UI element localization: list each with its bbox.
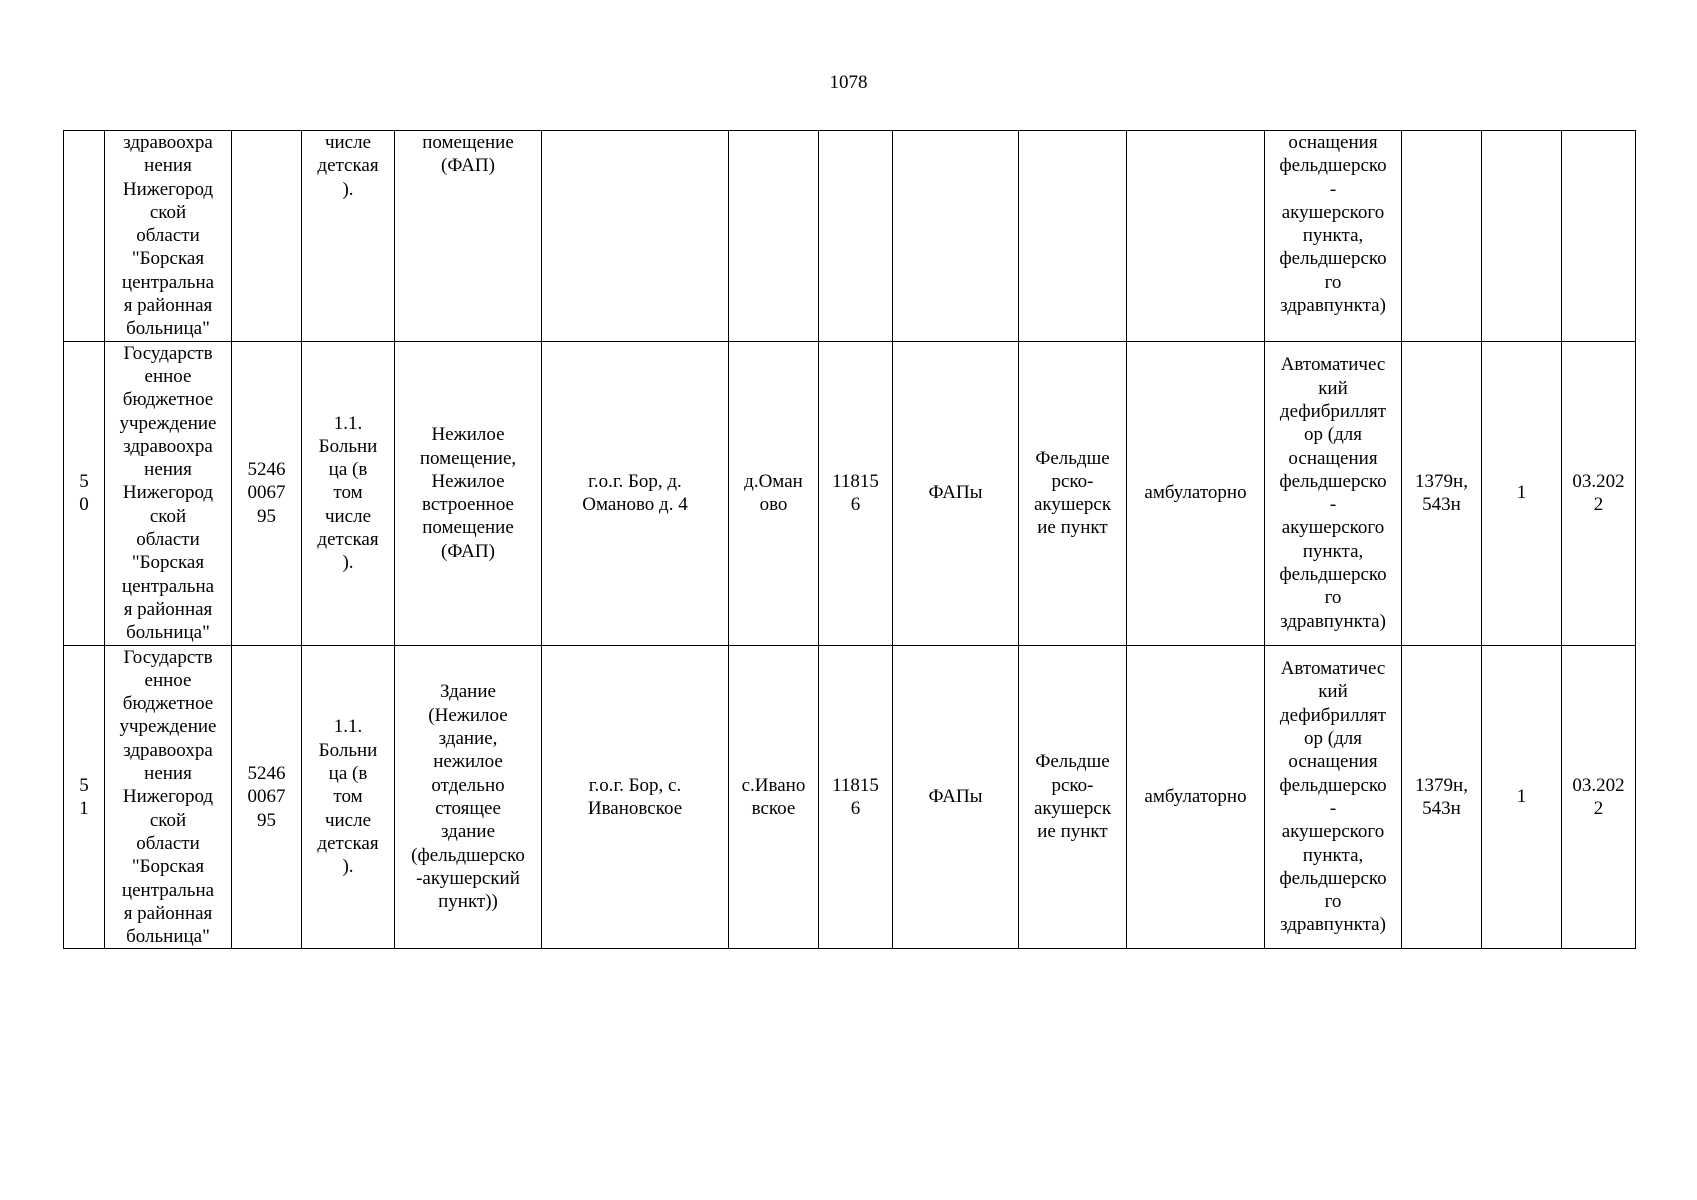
cell-unit-name: Фельдше рско- акушерск ие пункт (1019, 645, 1127, 949)
cell-equipment: оснащения фельдшерско - акушерского пункта, фельдшерско го здравпункта) (1265, 131, 1402, 342)
cell-number: 5 1 (64, 645, 105, 949)
cell-facility-type: 1.1. Больни ца (в том числе детская ). (302, 645, 395, 949)
cell-order: 1379н, 543н (1402, 341, 1482, 645)
cell-date (1562, 131, 1636, 342)
cell-settlement: д.Оман ово (729, 341, 819, 645)
cell-care-condition: амбулаторно (1127, 341, 1265, 645)
cell-date: 03.202 2 (1562, 341, 1636, 645)
cell-code (819, 131, 893, 342)
cell-equipment: Автоматичес кий дефибриллят ор (для оснащения фельдшерско - акушерского пункта, фельдшерско го здравпункта) (1265, 645, 1402, 949)
cell-unit-type: ФАПы (893, 645, 1019, 949)
cell-number (64, 131, 105, 342)
cell-care-condition: амбулаторно (1127, 645, 1265, 949)
cell-code: 11815 6 (819, 341, 893, 645)
cell-unit-type (893, 131, 1019, 342)
cell-premises: Здание (Нежилое здание, нежилое отдельно стоящее здание (фельдшерско -акушерский пункт)) (395, 645, 542, 949)
cell-organization: Государств енное бюджетное учреждение здравоохра нения Нижегород ской области "Борская центральна я районная больница" (105, 645, 232, 949)
cell-organization: здравоохра нения Нижегород ской области "Борская центральна я районная больница" (105, 131, 232, 342)
cell-address: г.о.г. Бор, с. Ивановское (542, 645, 729, 949)
cell-address: г.о.г. Бор, д. Оманово д. 4 (542, 341, 729, 645)
cell-date: 03.202 2 (1562, 645, 1636, 949)
table-row (64, 131, 1636, 342)
cell-number: 5 0 (64, 341, 105, 645)
cell-order: 1379н, 543н (1402, 645, 1482, 949)
cell-unit-name (1019, 131, 1127, 342)
page-number: 1078 (829, 72, 868, 93)
cell-premises: Нежилое помещение, Нежилое встроенное помещение (ФАП) (395, 341, 542, 645)
cell-address (542, 131, 729, 342)
cell-facility-type: числе детская ). (302, 131, 395, 342)
cell-inn: 5246 0067 95 (232, 341, 302, 645)
cell-unit-type: ФАПы (893, 341, 1019, 645)
cell-facility-type: 1.1. Больни ца (в том числе детская ). (302, 341, 395, 645)
cell-code: 11815 6 (819, 645, 893, 949)
cell-care-condition (1127, 131, 1265, 342)
cell-premises: помещение (ФАП) (395, 131, 542, 342)
cell-unit-name: Фельдше рско- акушерск ие пункт (1019, 341, 1127, 645)
cell-quantity: 1 (1482, 341, 1562, 645)
table-row (64, 645, 1636, 949)
cell-inn (232, 131, 302, 342)
cell-quantity: 1 (1482, 645, 1562, 949)
table-row (64, 341, 1636, 645)
cell-quantity (1482, 131, 1562, 342)
equipment-table (63, 130, 1636, 949)
cell-order (1402, 131, 1482, 342)
cell-organization: Государств енное бюджетное учреждение здравоохра нения Нижегород ской области "Борская центральна я районная больница" (105, 341, 232, 645)
cell-equipment: Автоматичес кий дефибриллят ор (для оснащения фельдшерско - акушерского пункта, фельдшерско го здравпункта) (1265, 341, 1402, 645)
cell-settlement: с.Ивано вское (729, 645, 819, 949)
cell-inn: 5246 0067 95 (232, 645, 302, 949)
cell-settlement (729, 131, 819, 342)
